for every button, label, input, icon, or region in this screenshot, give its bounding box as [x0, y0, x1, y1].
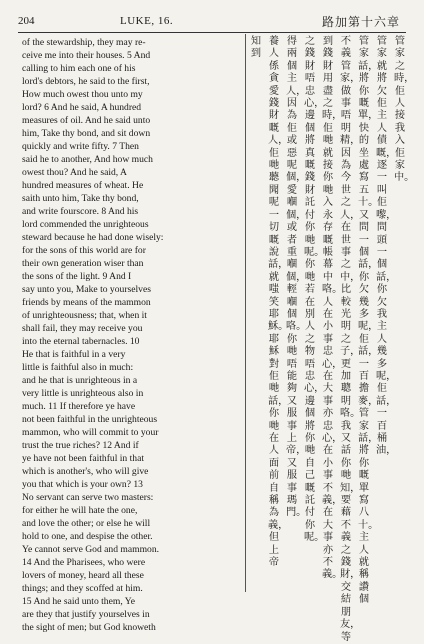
english-line: friends by means of the mammon: [22, 297, 151, 308]
chinese-column: 知到: [250, 36, 262, 60]
english-line: are they that justify yourselves in: [22, 609, 150, 620]
english-line: the sons of the light. 9 And I: [22, 271, 132, 282]
chinese-chapter-title: 路加第十六章: [321, 15, 400, 29]
english-line: No servant can serve two masters:: [22, 492, 154, 503]
english-line: measures of oil. And he said unto: [22, 115, 151, 126]
header-rule: [18, 32, 406, 33]
english-line: little is faithful also in much:: [22, 362, 134, 373]
english-line: said he to another, And how much: [22, 154, 153, 165]
chinese-column: 之錢財唔忠心，邊個將真嘅錢財託付你哋呢。你哋若在別人之物唔忠心，邊個將你哋自己嘅託付你呢。: [304, 36, 325, 544]
page-number: 204: [18, 15, 35, 27]
english-line: quickly and write fifty. 7 Then: [22, 141, 139, 152]
chinese-column: 得兩個主人，因為佢或惡呢個，愛嗰個，或者重嗰個，輕嗰個咯。你哋唔能夠又服事上帝，又服事瑪門。: [286, 36, 307, 519]
english-line: for either he will hate the one,: [22, 505, 138, 516]
english-line: very little is unrighteous also in: [22, 388, 144, 399]
english-line: steward because he had done wisely:: [22, 232, 164, 243]
english-line: things; and they scoffed at him.: [22, 583, 143, 594]
english-line: much. 11 If therefore ye have: [22, 401, 136, 412]
english-line: ye have not been faithful in that: [22, 453, 145, 464]
english-line: owest thou? And he said, A: [22, 167, 127, 178]
chinese-column: 養人係貪愛錢財嘅人，佢哋聽聞呢一切嘅說話，就嗤笑耶穌。耶穌對佢哋話，你哋在人面前自稱為義，但上帝: [268, 36, 289, 569]
chinese-column: 管家之時，佢人接我入佢家中。: [394, 36, 415, 184]
chinese-text-columns: [250, 36, 415, 643]
english-line: and he that is unrighteous in a: [22, 375, 138, 386]
chinese-column: 到錢財用盡之時，佢哋就接你哋入永存嘅帳幕中咯。人在小事忠心，在大事亦忠心，在小事不義，在大事亦不義。: [322, 36, 343, 581]
chinese-column: 管家話，將你嘅單，快的坐處寫五十。又問一個話，你欠幾多呢，佢話，一百擔麥，管家話，將你嘅單寫八十。主人就稱讚個: [358, 36, 379, 606]
english-line: him, Take thy bond, and sit down: [22, 128, 151, 139]
chinese-column: 不義管家，做事唔明精，因為今世之人，在世事之中，比較光明之子，更加聰明咯。我又話你哋知，要藉不義之錢財，交結朋友，等: [340, 36, 361, 643]
english-line: of the stewardship, they may re-: [22, 37, 146, 48]
english-line: hundred measures of wheat. He: [22, 180, 144, 191]
english-line: of unrighteousness; that, when it: [22, 310, 147, 321]
column-divider: [245, 34, 246, 592]
english-line: not been faithful in the unrighteous: [22, 414, 158, 425]
english-line: into the eternal tabernacles. 10: [22, 336, 140, 347]
english-line: saith unto him, Take thy bond,: [22, 193, 139, 204]
english-text-column: [22, 36, 240, 633]
english-line: lord's debtors, he said to the first,: [22, 76, 150, 87]
english-line: which is another's, who will give: [22, 466, 149, 477]
english-line: lovers of money, heard all these: [22, 570, 144, 581]
english-line: Ye cannot serve God and mammon.: [22, 544, 160, 555]
english-line: 15 And he said unto them, Ye: [22, 596, 135, 607]
english-line: How much owest thou unto my: [22, 89, 143, 100]
english-line: you that which is your own? 13: [22, 479, 143, 490]
english-line: 14 And the Pharisees, who were: [22, 557, 146, 568]
english-line: and write fourscore. 8 And his: [22, 206, 139, 217]
english-line: calling to him each one of his: [22, 63, 136, 74]
english-line: say unto you, Make to yourselves: [22, 284, 151, 295]
chinese-column: 管家就將欠佢主人債嘅，逐一叫佢嚟，問頭一個話，你欠我主人幾多呢，佢話，一百桶油，: [376, 36, 397, 457]
english-line: mammon, who will commit to your: [22, 427, 159, 438]
english-line: trust the true riches? 12 And if: [22, 440, 139, 451]
english-line: for the sons of this world are for: [22, 245, 146, 256]
english-line: ceive me into their houses. 5 And: [22, 50, 151, 61]
english-line: lord commended the unrighteous: [22, 219, 149, 230]
english-line: hold to one, and despise the other.: [22, 531, 153, 542]
english-line: the sight of men; but God knoweth: [22, 622, 156, 633]
book-reference: LUKE, 16.: [120, 15, 174, 27]
english-line: shall fail, they may receive you: [22, 323, 143, 334]
english-line: lord? 6 And he said, A hundred: [22, 102, 142, 113]
english-line: He that is faithful in a very: [22, 349, 126, 360]
english-line: and love the other; or else he will: [22, 518, 151, 529]
english-line: their own generation wiser than: [22, 258, 144, 269]
page-header: [18, 12, 406, 30]
